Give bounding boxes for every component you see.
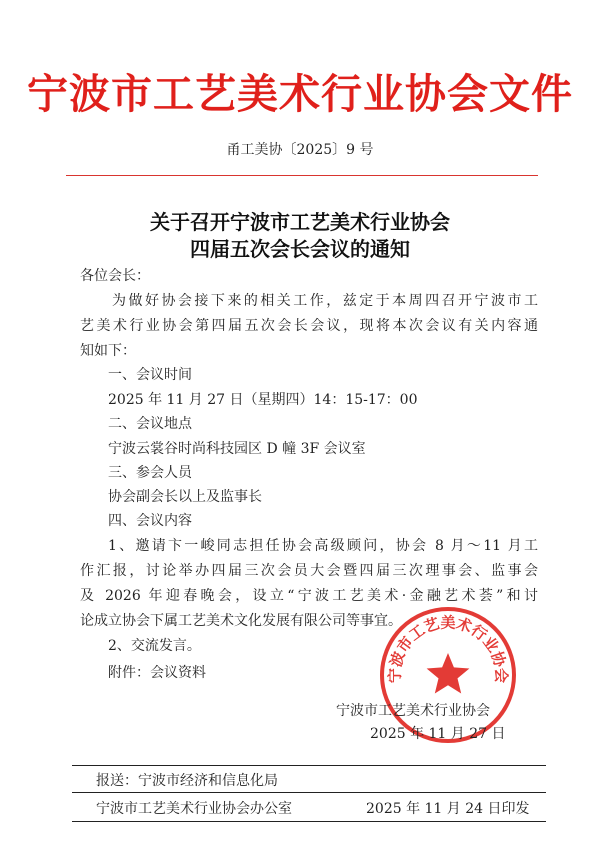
meeting-attendees: 协会副会长以上及监事长 bbox=[108, 489, 262, 505]
footer-report-to: 报送：宁波市经济和信息化局 bbox=[96, 773, 278, 789]
salutation: 各位会长： bbox=[80, 268, 150, 284]
content-item-1-line-3: 及 2026 年迎春晚会，设立“宁波工艺美术·金融艺术荟”和讨 bbox=[80, 588, 538, 604]
section-location-heading: 二、会议地点 bbox=[108, 416, 192, 432]
document-number: 甬工美协〔2025〕9 号 bbox=[226, 142, 374, 158]
intro-line-2: 艺美术行业协会第四届五次会长会议，现将本次会议有关内容通 bbox=[80, 318, 538, 334]
content-item-2: 2、交流发言。 bbox=[108, 638, 201, 654]
footer-issuer: 宁波市工艺美术行业协会办公室 bbox=[96, 801, 292, 817]
content-item-1-line-1: 1、邀请卞一峻同志担任协会高级顾问，协会 8 月～11 月工 bbox=[108, 538, 538, 554]
seal-star-icon bbox=[427, 653, 470, 694]
section-time-heading: 一、会议时间 bbox=[108, 367, 192, 383]
footer-divider-middle bbox=[72, 792, 546, 793]
meeting-time: 2025 年 11 月 27 日（星期四）14：15-17：00 bbox=[108, 392, 418, 408]
document-red-header: 宁波市工艺美术行业协会文件 bbox=[27, 70, 573, 118]
seal-text: 宁波市工艺美术行业协会 bbox=[385, 613, 511, 684]
section-content-heading: 四、会议内容 bbox=[108, 513, 192, 529]
notice-title-line-2: 四届五次会长会议的通知 bbox=[190, 237, 410, 261]
meeting-location: 宁波云裳谷时尚科技园区 D 幢 3F 会议室 bbox=[108, 441, 366, 457]
signature-date: 2025 年 11 月 27 日 bbox=[370, 726, 506, 742]
content-item-1-line-4: 论成立协会下属工艺美术文化发展有限公司等事宜。 bbox=[80, 613, 402, 629]
notice-title-line-1: 关于召开宁波市工艺美术行业协会 bbox=[150, 210, 450, 234]
section-attendees-heading: 三、参会人员 bbox=[108, 465, 192, 481]
signature-organization: 宁波市工艺美术行业协会 bbox=[336, 703, 490, 719]
red-divider bbox=[66, 175, 538, 176]
intro-line-3: 知如下： bbox=[80, 343, 136, 359]
footer-divider-bottom bbox=[72, 821, 546, 822]
attachment-note: 附件：会议资料 bbox=[108, 665, 206, 681]
intro-line-1: 为做好协会接下来的相关工作，兹定于本周四召开宁波市工 bbox=[112, 293, 538, 309]
content-item-1-line-2: 作汇报，讨论举办四届三次会员大会暨四届三次理事会、监事会 bbox=[80, 563, 538, 579]
footer-print-date: 2025 年 11 月 24 日印发 bbox=[366, 801, 530, 817]
footer-divider-top bbox=[72, 765, 546, 766]
